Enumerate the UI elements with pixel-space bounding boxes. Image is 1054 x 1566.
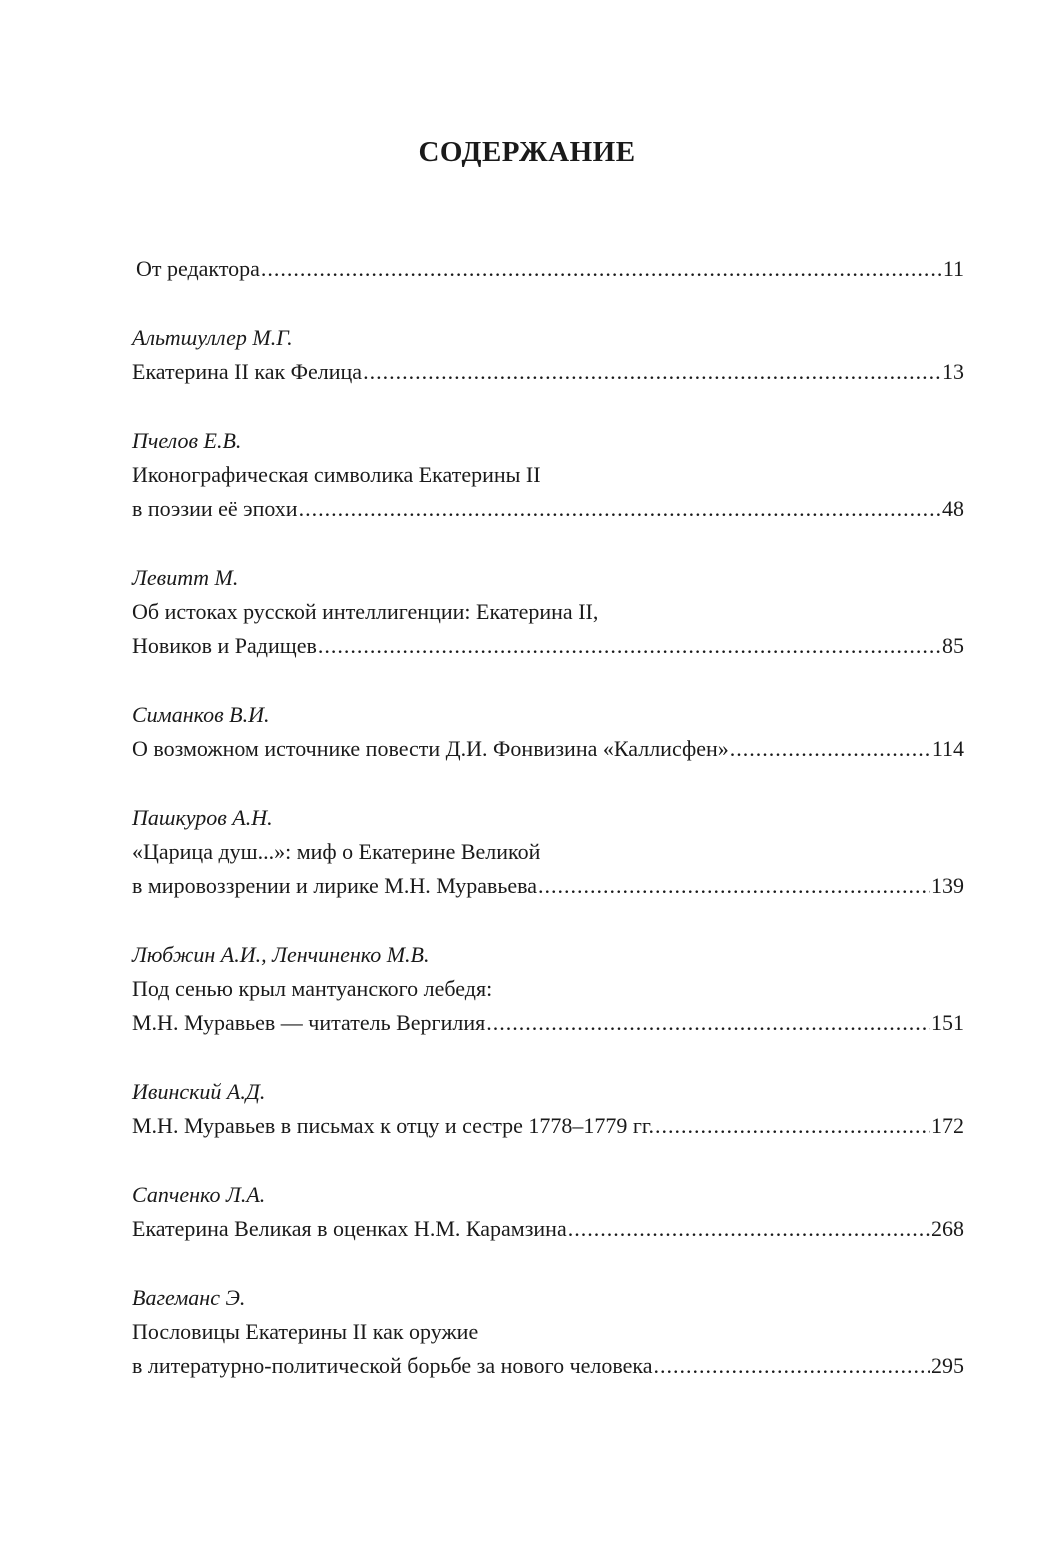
- page-title: СОДЕРЖАНИЕ: [418, 136, 636, 168]
- entry-title: От редактора: [136, 256, 260, 281]
- page-number: 151: [931, 1010, 964, 1035]
- page-number: 13: [942, 359, 964, 384]
- entry-title-line: «Царица душ...»: миф о Екатерине Великой: [132, 839, 541, 864]
- page-number: 139: [931, 873, 964, 898]
- toc-author: Любжин А.И., Ленчиненко М.В.: [132, 942, 430, 967]
- dot-leader: [363, 355, 941, 389]
- page-number: 295: [931, 1353, 964, 1378]
- dot-leader: [318, 629, 941, 663]
- entry-title: в мировоззрении и лирике М.Н. Муравьева: [132, 873, 538, 898]
- toc-author: Альтшуллер М.Г.: [132, 325, 293, 350]
- toc-entry-row[interactable]: [132, 1006, 964, 1040]
- entry-title-line: Пословицы Екатерины II как оружие: [132, 1319, 479, 1344]
- entry-title-line: Под сенью крыл мантуанского лебедя:: [132, 976, 493, 1001]
- toc-author: Левитт М.: [132, 565, 239, 590]
- dot-leader: [261, 252, 942, 286]
- toc-entry-row[interactable]: [132, 732, 964, 766]
- toc-entry-editor[interactable]: [136, 252, 964, 286]
- dot-leader: [568, 1212, 930, 1246]
- toc-entry-row[interactable]: [132, 1109, 964, 1143]
- toc-author: Пашкуров А.Н.: [132, 805, 273, 830]
- dot-leader: [730, 732, 931, 766]
- toc-author: Сапченко Л.А.: [132, 1182, 266, 1207]
- toc-author: Ивинский А.Д.: [132, 1079, 266, 1104]
- page-number: 268: [931, 1216, 964, 1241]
- entry-title: О возможном источнике повести Д.И. Фонвизина «Каллисфен»: [132, 736, 729, 761]
- toc-author: Пчелов Е.В.: [132, 428, 242, 453]
- page-number: 172: [931, 1113, 964, 1138]
- entry-title: Екатерина II как Фелица: [132, 359, 363, 384]
- entry-title: М.Н. Муравьев в письмах к отцу и сестре 1778–1779 гг.: [132, 1113, 654, 1138]
- entry-title: Новиков и Радищев: [132, 633, 317, 658]
- dot-leader: [538, 869, 930, 903]
- entry-title: в литературно-политической борьбе за нового человека: [132, 1353, 653, 1378]
- dot-leader: [654, 1349, 930, 1383]
- page-number: 114: [931, 736, 964, 761]
- entry-title: М.Н. Муравьев — читатель Вергилия: [132, 1010, 486, 1035]
- dot-leader: [486, 1006, 930, 1040]
- entry-title: в поэзии её эпохи: [132, 496, 298, 521]
- toc-entry-row[interactable]: [132, 355, 964, 389]
- toc-entry-row[interactable]: [132, 1212, 964, 1246]
- toc-entry-row[interactable]: [132, 492, 964, 526]
- entry-title-line: Об истоках русской интеллигенции: Екатерина II,: [132, 599, 599, 624]
- page-number: 11: [942, 256, 964, 281]
- dot-leader: [655, 1109, 930, 1143]
- toc-entry-row[interactable]: [132, 629, 964, 663]
- toc-entry-row[interactable]: [132, 1349, 964, 1383]
- toc-entry-row[interactable]: [132, 869, 964, 903]
- toc-author: Симанков В.И.: [132, 702, 270, 727]
- page-number: 48: [942, 496, 964, 521]
- dot-leader: [299, 492, 941, 526]
- entry-title: Екатерина Великая в оценках Н.М. Карамзина: [132, 1216, 567, 1241]
- page-number: 85: [942, 633, 964, 658]
- toc-author: Вагеманс Э.: [132, 1285, 246, 1310]
- entry-title-line: Иконографическая символика Екатерины II: [132, 462, 541, 487]
